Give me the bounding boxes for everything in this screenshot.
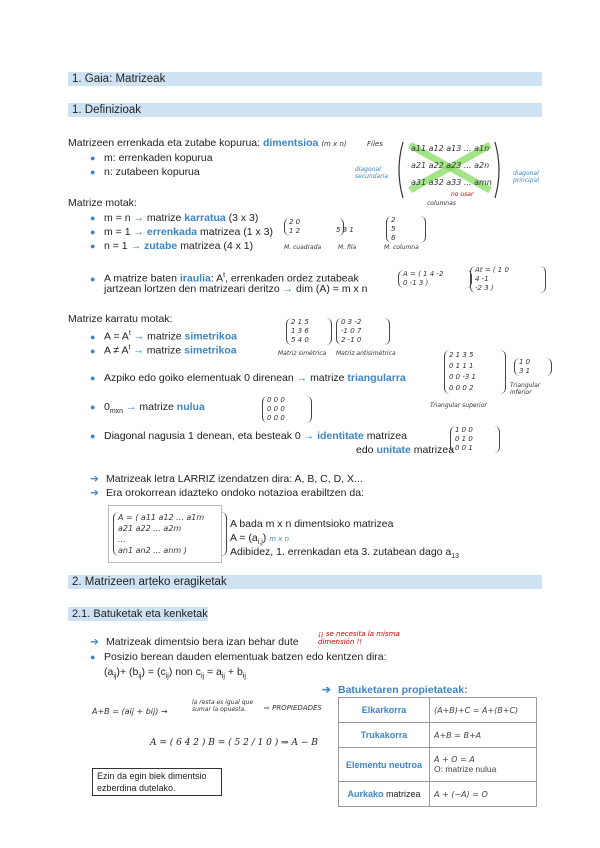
matrix-types-title: Matrize motak: [68, 197, 137, 209]
matrix-row: 0 0 -3 1 [449, 373, 477, 381]
arrow-item: ➔ Era orokorrean idazteko ondoko notazioa erabiltzen da: [90, 487, 364, 499]
transpose-example-a [398, 270, 472, 288]
property-value: A + (−A) = O [430, 782, 537, 807]
caption-triangular-superior: Triangular superior [430, 402, 487, 409]
matrix-row: A = ( a11 a12 ... a1m [118, 513, 205, 522]
square-matrix-example [284, 218, 344, 236]
table-row [339, 698, 537, 723]
matrix-row: 0 1 0 [455, 435, 473, 443]
general-matrix [113, 512, 227, 556]
diagram-row-1: a11 a12 a13 ... a1n [411, 144, 490, 153]
sum-formula: $(a_{ij})+ (b_{ij}) = (c_{ij})$ non $c_{ij} = a_{ij} + b_{ij}$ [104, 666, 246, 681]
matrix-row: 1 3 6 [291, 327, 309, 335]
matrix-row: 2 0 [289, 218, 301, 226]
section-title-eragiketak: 2. Matrizeen arteko eragiketak [68, 575, 542, 589]
matrix-row: 0 0 0 [267, 405, 285, 413]
handwritten-propiedades: ⇨ PROPIEDADES [264, 704, 322, 712]
caption-m-cuadrada: M. cuadrada [284, 244, 322, 251]
property-name: Trukakorra [339, 723, 430, 748]
list-item: ● $0_{mxn}$ → matrize nulua [90, 401, 205, 416]
list-item: ● $A = A^t$ → matrize simetrikoa [90, 330, 238, 343]
arrow-item: ➔ Matrizeak dimentsio bera izan behar dute [90, 636, 299, 648]
triangular-inferior-example [514, 358, 552, 376]
list-item: ● n = 1 → zutabe matrizea (4 x 1) [90, 240, 254, 252]
label-diagonal-principal: diagonal principal [513, 170, 539, 184]
matrix-row: 0 0 0 2 [449, 384, 474, 392]
diagram-row-2: a21 a22 a23 ... a2n [411, 161, 490, 170]
matrix-row: 2 1 5 [291, 318, 309, 326]
null-matrix-example [262, 396, 312, 423]
caption-m-columna: M. columna [384, 244, 419, 251]
matrix-row: 0 0 0 [267, 396, 285, 404]
property-value: A+B = B+A [430, 723, 537, 748]
list-item: ● Diagonal nagusia 1 denean, eta besteak 0 → identitate matrizea [90, 430, 407, 442]
impossible-note-box: Ezin da egin biek dimentsio ezberdina dutelako. [92, 768, 222, 796]
list-item: ● m: errenkaden kopurua [90, 152, 213, 164]
properties-title: ➔ Batuketaren propietateak: [322, 684, 468, 696]
label-no-usar: no usar [451, 191, 474, 198]
symmetric-matrix-example [286, 318, 332, 345]
matrix-row: 0 -1 3 ) [403, 279, 429, 287]
label-diagonal-secundaria: diagonal secundaria [355, 166, 389, 180]
list-item: ● A matrize baten iraulia: $A^t$, errenkaden ordez zutabeak [90, 272, 359, 285]
triangular-superior-example [444, 350, 506, 394]
matrix-row: 5 [391, 225, 396, 233]
matrix-row: an1 an2 ... anm ) [118, 546, 187, 555]
matrix-row: 2 -1 0 [341, 336, 362, 344]
antisymmetric-matrix-example [336, 318, 390, 345]
identity-matrix-example [450, 426, 500, 453]
matrix-diagram: Files a11 a12 a13 ... a1n a21 a22 a23 ... a2n a31 a32 a33 ... amn diagonal secundaria diagonal principal no usar columnas [355, 130, 555, 210]
handwritten-same-dimension-note: ¡¡ se necesita la misma dimensión !! [318, 630, 400, 646]
property-value: A + O = A O: matrize nulua [430, 748, 537, 782]
caption-m-fila: M. fila [338, 244, 357, 251]
matrix-row: ... [118, 535, 126, 544]
matrix-row: 1 0 [519, 358, 531, 366]
section-title-definizioak: 1. Definizioak [68, 103, 542, 117]
handwritten-subtraction-note: la resta es igual que sumar la opuesta. [192, 699, 254, 713]
matrix-row: 1 0 0 [455, 426, 473, 434]
matrix-row: 2 1 3 5 [449, 351, 474, 359]
list-item: ● $A \ne A^t$ → matrize simetrikoa [90, 344, 237, 357]
caption-simetrica: Matriz simétrica [278, 350, 327, 357]
column-matrix-example [386, 216, 426, 243]
list-item: ● Azpiko edo goiko elementuak 0 direnean → matrize triangularra [90, 372, 406, 384]
caption-triangular-inferior: Triangular inferior [510, 382, 541, 396]
list-item: ● m = n → matrize karratua (3 x 3) [90, 212, 259, 224]
notation-line-2: $A = (a_{i,j})$ m x n [230, 532, 290, 547]
arrow-item: ➔ Matrizeak letra LARRIZ izendatzen dira: A, B, C, D, X... [90, 473, 363, 485]
square-types-title: Matrize karratu motak: [68, 313, 173, 325]
row-matrix-example: 5 3 1 [336, 226, 354, 234]
property-value: (A+B)+C = A+(B+C) [430, 698, 537, 723]
properties-table [338, 697, 537, 807]
list-item: ● Posizio berean dauden elementuak batzen edo kentzen dira: [90, 651, 387, 663]
diagram-row-3: a31 a32 a33 ... amn [411, 178, 492, 187]
dimension-intro: Matrizeen errenkada eta zutabe kopurua: dimentsioa (m x n) [68, 137, 347, 149]
label-columnas: columnas [427, 200, 456, 207]
general-notation-box [108, 505, 222, 563]
matrix-row: A = ( 1 4 -2 [403, 270, 444, 278]
matrix-row: At = ( 1 0 [475, 266, 509, 274]
matrix-row: 0 0 1 [455, 444, 473, 452]
list-item: ● m = 1 → errenkada matrizea (1 x 3) [90, 226, 273, 238]
list-item-cont: jartzean lortzen den matrizeari deritzo → dim (A) = m x n [104, 283, 368, 295]
matrix-row: -1 0 7 [341, 327, 362, 335]
matrix-row: 1 2 [289, 227, 301, 235]
matrix-row: 3 1 [519, 367, 531, 375]
subsection-title-batuketak: 2.1. Batuketak eta kenketak [68, 607, 208, 621]
matrix-row: 0 1 1 1 [449, 362, 474, 370]
matrix-row: 5 4 0 [291, 336, 309, 344]
handwritten-sum: A+B = (aij + bij) → [92, 707, 168, 716]
notation-line-1: A bada m x n dimentsioko matrizea [230, 518, 394, 530]
matrix-row: 0 3 -2 [341, 318, 362, 326]
list-item: ● n: zutabeen kopurua [90, 166, 200, 178]
matrix-row: 0 0 0 [267, 414, 285, 422]
caption-antisimetrica: Matriz antisimétrica [336, 350, 396, 357]
chapter-title: 1. Gaia: Matrizeak [68, 72, 542, 86]
matrix-row: -2 3 ) [475, 284, 494, 292]
table-row [339, 723, 537, 748]
property-name: Aurkako matrizea [339, 782, 430, 807]
matrix-row: a21 a22 ... a2m [118, 524, 182, 533]
table-row [339, 748, 537, 782]
matrix-row: 6 [391, 234, 396, 242]
property-name: Elementu neutroa [339, 748, 430, 782]
notation-line-3: Adibidez, 1. errenkadan eta 3. zutabean dago $a_{13}$ [230, 546, 460, 561]
property-name: Elkarkorra [339, 698, 430, 723]
matrix-row: 2 [391, 216, 396, 224]
transpose-example-at [470, 266, 546, 293]
subtraction-example: A = ( 6 4 2 ) B = ( 5 2 / 1 0 ) ⇒ A − B [150, 738, 318, 748]
table-row [339, 782, 537, 807]
matrix-row: 4 -1 [475, 275, 489, 283]
list-item-cont: edo unitate matrizea [356, 444, 455, 456]
